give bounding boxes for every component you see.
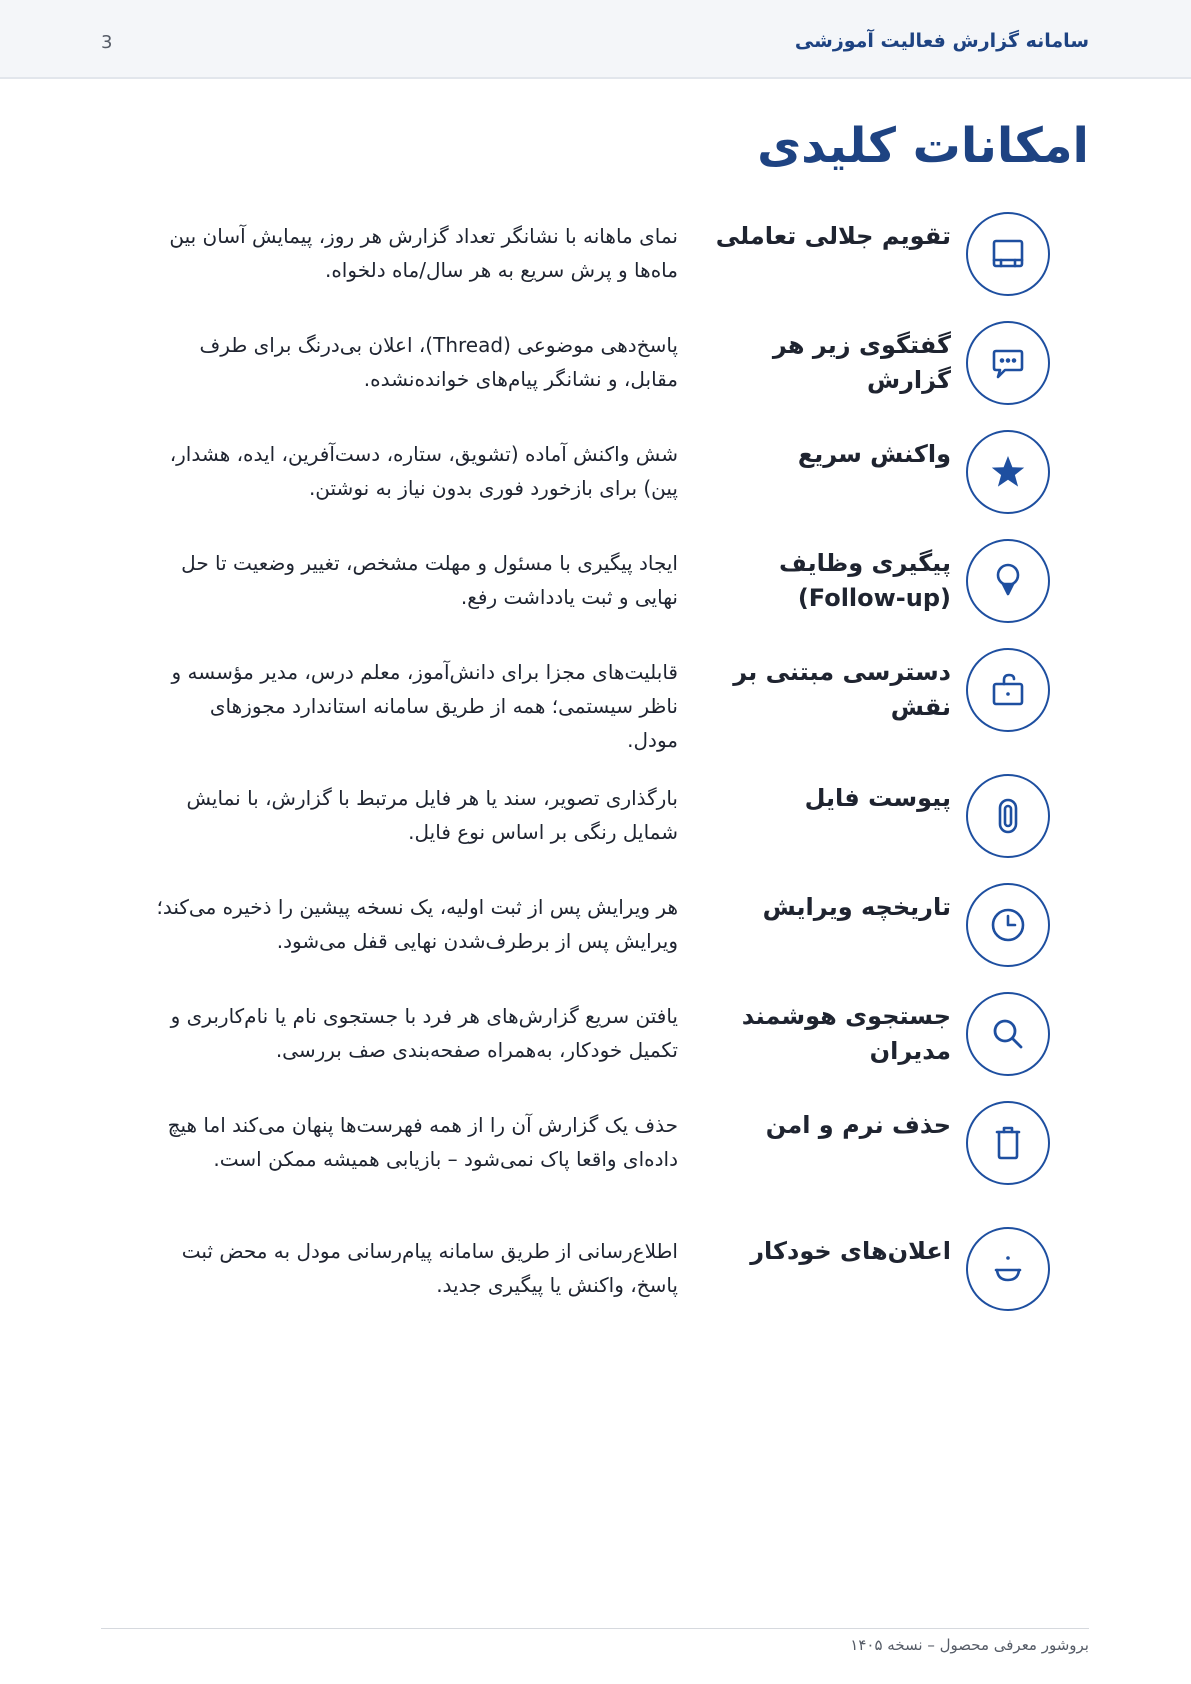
feature-description: هر ویرایش پس از ثبت اولیه، یک نسخه پیشین را ذخیره می‌کند؛ ویرایش پس از برطرف‌شدن نهایی قفل می‌شود. <box>156 895 678 953</box>
feature-item <box>0 1227 1191 1327</box>
bell-icon <box>966 1227 1050 1311</box>
feature-title: تقویم جلالی تعاملی <box>715 222 951 250</box>
feature-description: نمای ماهانه با نشانگر تعداد گزارش هر روز، پیمایش آسان بین ماه‌ها و پرش سریع به هر سال/ماه دلخواه. <box>169 224 678 282</box>
pin-icon <box>966 539 1050 623</box>
feature-description: یافتن سریع گزارش‌های هر فرد با جستجوی نام یا نام‌کاربری و تکمیل خودکار، به‌همراه صفحه‌بندی صف بررسی. <box>170 1004 678 1062</box>
feature-item <box>0 430 1191 530</box>
trash-icon <box>966 1101 1050 1185</box>
feature-title: جستجوی هوشمند مدیران <box>741 1002 951 1065</box>
lock-icon <box>966 648 1050 732</box>
feature-item <box>0 212 1191 312</box>
feature-title: اعلان‌های خودکار <box>750 1237 951 1265</box>
feature-description: حذف یک گزارش آن را از همه فهرست‌ها پنهان می‌کند اما هیچ داده‌ای واقعا پاک نمی‌شود – بازیابی همیشه ممکن است. <box>167 1113 678 1171</box>
feature-title: دسترسی مبتنی بر نقش <box>733 658 951 721</box>
search-icon <box>966 992 1050 1076</box>
feature-description: ایجاد پیگیری با مسئول و مهلت مشخص، تغییر وضعیت تا حل نهایی و ثبت یادداشت رفع. <box>181 551 678 609</box>
clock-icon <box>966 883 1050 967</box>
feature-title: پیوست فایل <box>804 784 951 812</box>
footer-divider <box>101 1628 1089 1629</box>
paperclip-icon <box>966 774 1050 858</box>
page-header <box>0 0 1191 79</box>
feature-item <box>0 774 1191 874</box>
feature-description: بارگذاری تصویر، سند یا هر فایل مرتبط با گزارش، با نمایش شمایل رنگی بر اساس نوع فایل. <box>186 786 678 844</box>
feature-item <box>0 321 1191 421</box>
calendar-icon <box>966 212 1050 296</box>
feature-item <box>0 883 1191 983</box>
feature-title: پیگیری وظایف (Follow-up) <box>779 549 951 612</box>
feature-description: قابلیت‌های مجزا برای دانش‌آموز، معلم درس، مدیر مؤسسه و ناظر سیستمی؛ همه از طریق سامانه استاندارد مجوزهای مودل. <box>171 660 678 752</box>
feature-item <box>0 992 1191 1092</box>
feature-description: شش واکنش آماده (تشویق، ستاره، دست‌آفرین، ایده، هشدار، پین) برای بازخورد فوری بدون نیاز به نوشتن. <box>169 442 678 500</box>
feature-description: پاسخ‌دهی موضوعی (Thread)، اعلان بی‌درنگ برای طرف مقابل، و نشانگر پیام‌های خوانده‌نشده. <box>199 333 678 391</box>
feature-description: اطلاع‌رسانی از طریق سامانه پیام‌رسانی مودل به محض ثبت پاسخ، واکنش یا پیگیری جدید. <box>181 1239 678 1297</box>
header-title: سامانه گزارش فعالیت آموزشی <box>794 30 1089 52</box>
feature-item <box>0 1101 1191 1201</box>
page-number: 3 <box>101 32 113 53</box>
feature-item <box>0 539 1191 639</box>
feature-title: حذف نرم و امن <box>765 1111 951 1139</box>
feature-title: تاریخچه ویرایش <box>762 893 951 921</box>
feature-item <box>0 648 1191 752</box>
star-icon <box>966 430 1050 514</box>
page-title: امکانات کلیدی <box>757 118 1089 174</box>
feature-title: واکنش سریع <box>797 440 951 468</box>
chat-bubble-icon <box>966 321 1050 405</box>
footer-text: بروشور معرفی محصول – نسخه ۱۴۰۵ <box>850 1636 1089 1654</box>
feature-title: گفتگوی زیر هر گزارش <box>772 331 951 394</box>
